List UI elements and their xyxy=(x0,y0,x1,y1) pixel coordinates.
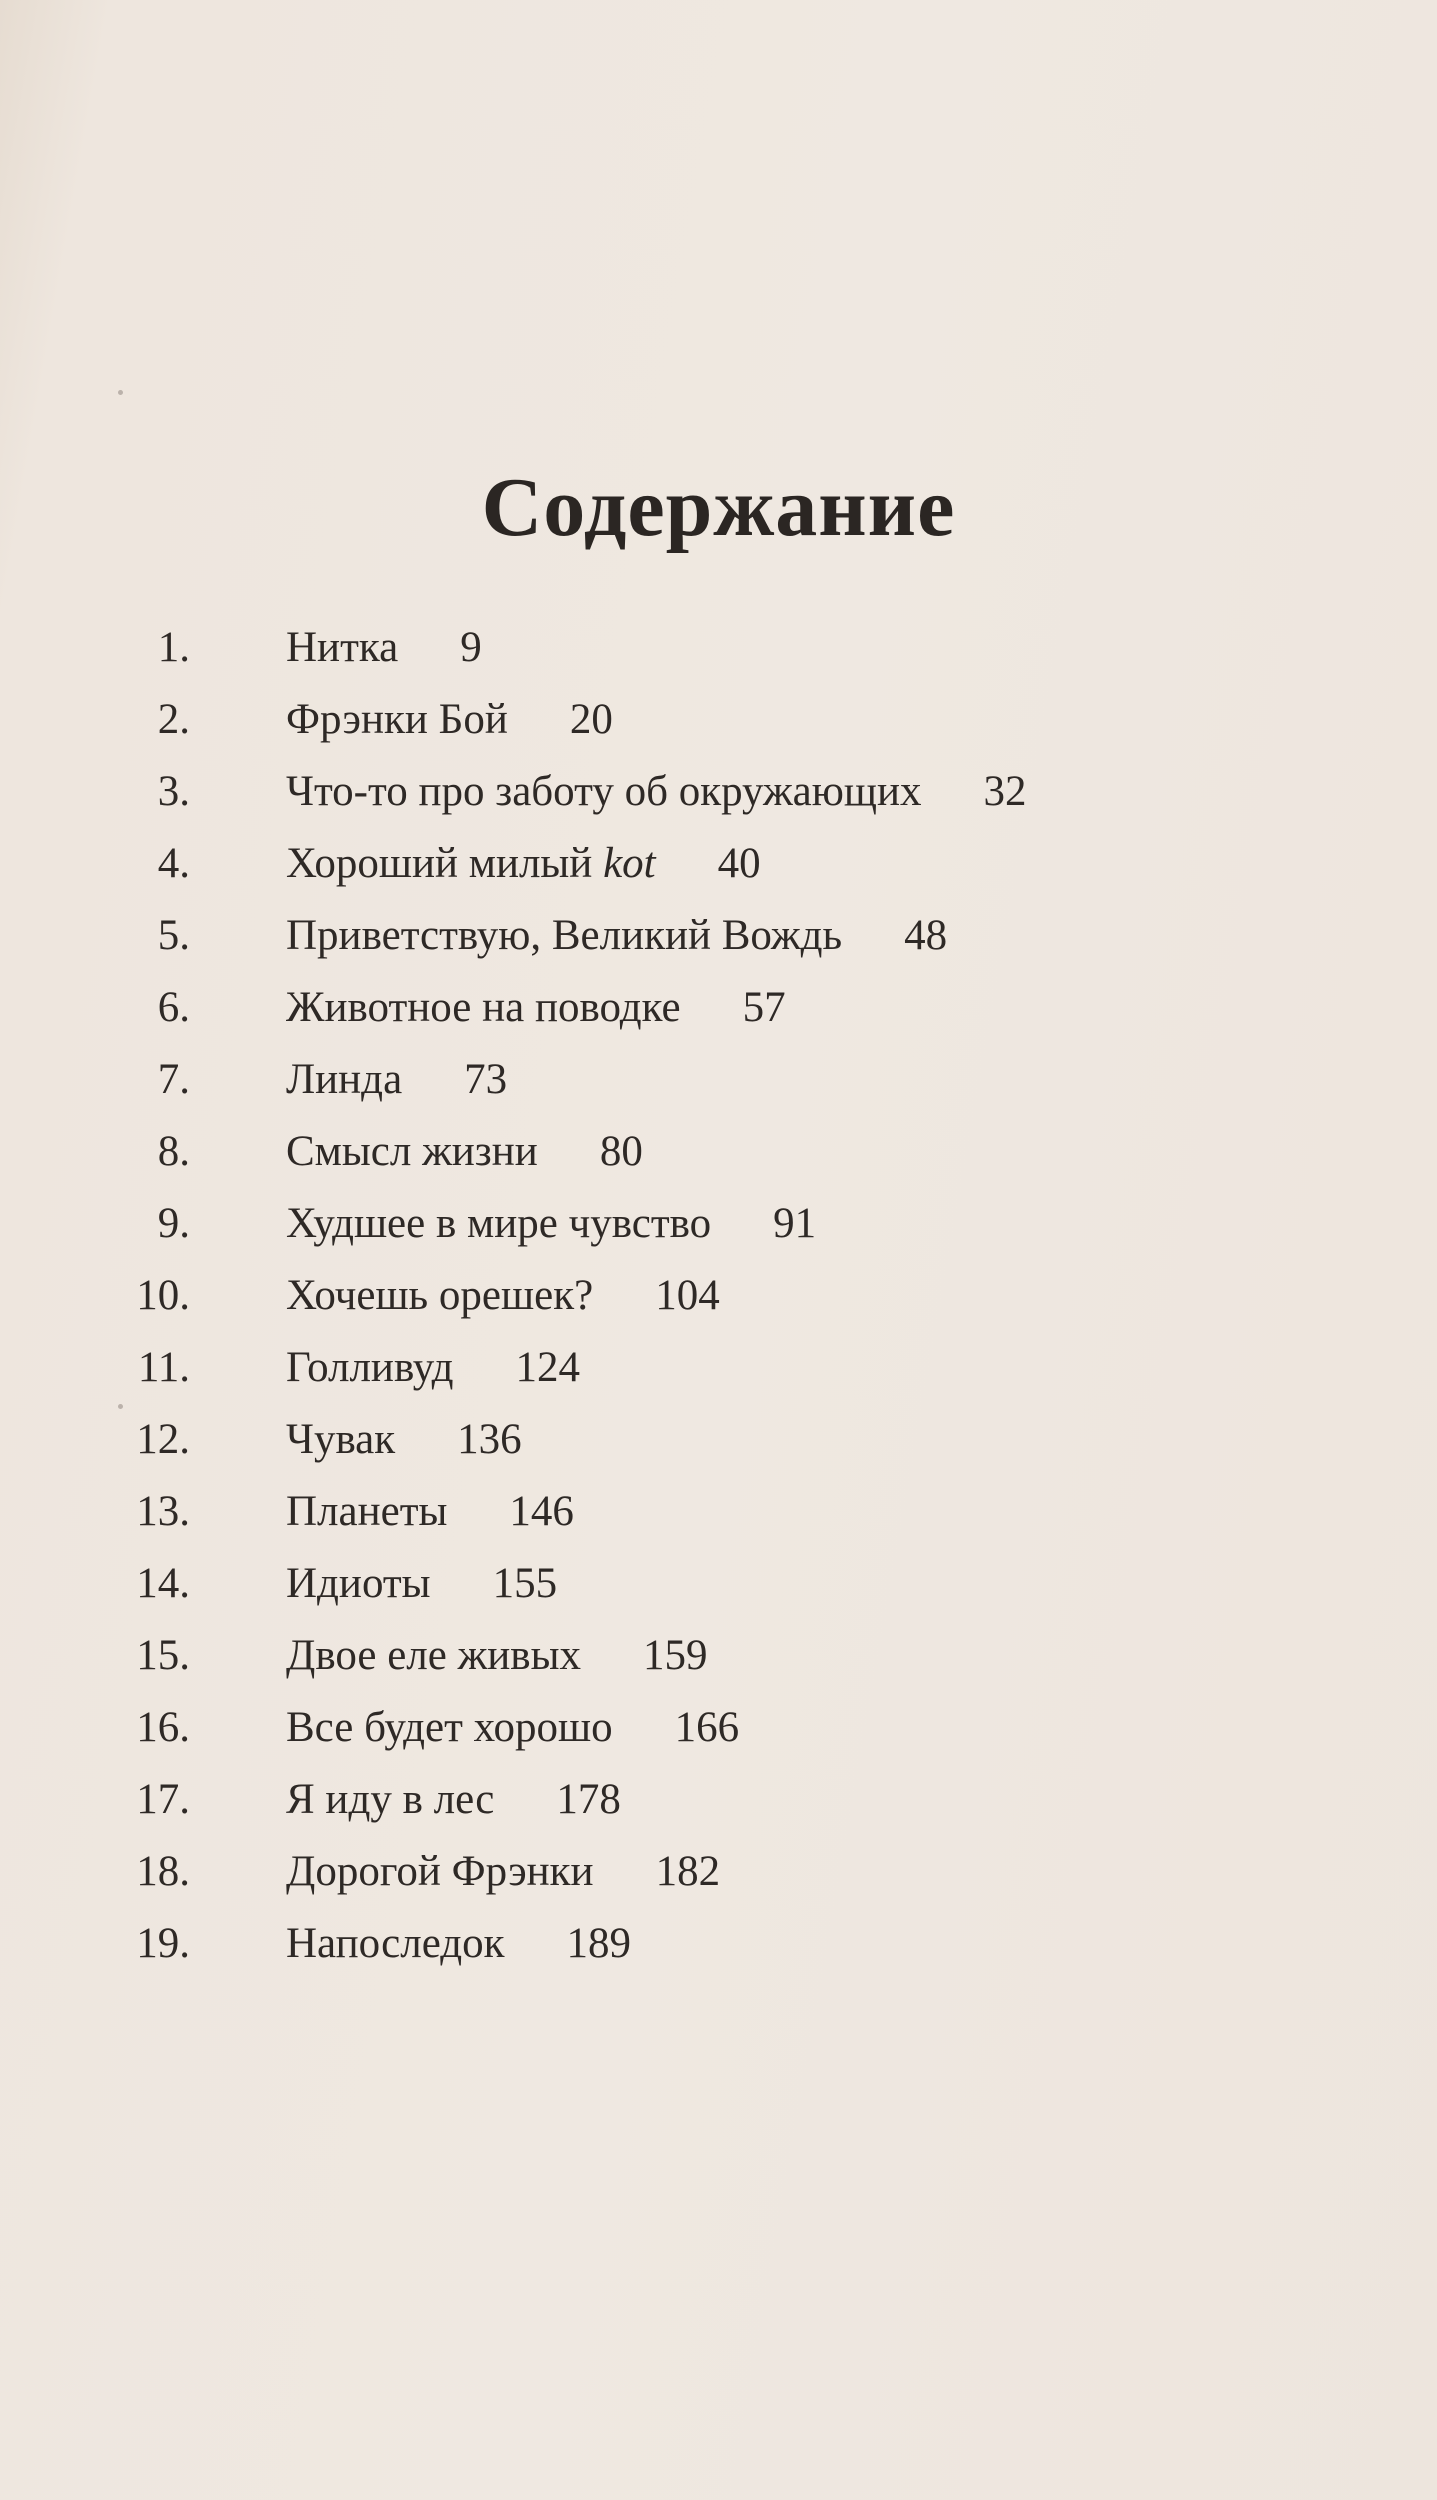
paper-speck xyxy=(118,390,123,395)
toc-entry-12 xyxy=(0,1404,1437,1476)
entry-title: Чувак xyxy=(286,1416,396,1463)
entry-title: Линда xyxy=(286,1056,403,1103)
entry-page: 48 xyxy=(904,912,948,959)
entry-page: 124 xyxy=(515,1344,580,1391)
entry-number: 19. xyxy=(136,1920,190,1967)
toc-entry-6 xyxy=(0,972,1437,1044)
entry-title-italic: kot xyxy=(603,840,656,887)
entry-page: 20 xyxy=(569,696,613,743)
entry-title: Голливуд xyxy=(286,1344,454,1391)
entry-title: Дорогой Фрэнки xyxy=(286,1848,594,1895)
entry-title: Планеты xyxy=(286,1488,448,1535)
entry-number: 8. xyxy=(157,1128,190,1175)
entry-page: 166 xyxy=(674,1704,740,1751)
entry-number: 3. xyxy=(157,768,190,815)
entry-title: Я иду в лес xyxy=(286,1776,495,1823)
entry-page: 32 xyxy=(983,768,1027,815)
entry-page: 57 xyxy=(742,984,786,1031)
toc-entry-14 xyxy=(0,1548,1437,1620)
entry-page: 136 xyxy=(457,1416,522,1463)
entry-number: 17. xyxy=(136,1776,190,1823)
entry-number: 4. xyxy=(157,840,190,887)
entry-number: 2. xyxy=(157,696,190,743)
entry-number: 18. xyxy=(136,1848,190,1895)
entry-number: 5. xyxy=(157,912,190,959)
entry-number: 15. xyxy=(136,1632,190,1679)
toc-entry-5 xyxy=(0,900,1437,972)
entry-title: Приветствую, Великий Вождь xyxy=(286,912,843,959)
entry-number: 14. xyxy=(136,1560,190,1607)
page-title: Содержание xyxy=(481,461,956,555)
entry-title: Что-то про заботу об окружающих xyxy=(286,768,922,815)
table-of-contents xyxy=(0,612,1437,1980)
entry-page: 9 xyxy=(460,624,482,671)
entry-title: Все будет хорошо xyxy=(286,1704,613,1751)
entry-page: 159 xyxy=(643,1632,708,1679)
entry-page: 80 xyxy=(599,1128,643,1175)
toc-entry-13 xyxy=(0,1476,1437,1548)
entry-page: 73 xyxy=(464,1056,508,1103)
toc-entry-11 xyxy=(0,1332,1437,1404)
toc-entry-17 xyxy=(0,1764,1437,1836)
entry-title: Фрэнки Бой xyxy=(286,696,508,743)
entry-number: 11. xyxy=(137,1344,190,1391)
toc-entry-19 xyxy=(0,1908,1437,1980)
entry-title: Животное на поводке xyxy=(286,984,681,1031)
entry-page: 91 xyxy=(773,1200,817,1247)
entry-number: 6. xyxy=(157,984,190,1031)
entry-page: 189 xyxy=(566,1920,631,1967)
entry-number: 13. xyxy=(136,1488,190,1535)
entry-title: Хочешь орешек? xyxy=(286,1272,594,1319)
entry-page: 104 xyxy=(655,1272,720,1319)
entry-title: Нитка xyxy=(286,624,399,671)
entry-page: 182 xyxy=(655,1848,721,1895)
toc-entry-4 xyxy=(0,828,1437,900)
toc-entry-18 xyxy=(0,1836,1437,1908)
entry-number: 1. xyxy=(157,624,190,671)
entry-title-regular: Хороший милый xyxy=(286,840,604,887)
entry-page: 178 xyxy=(556,1776,621,1823)
toc-entry-7 xyxy=(0,1044,1437,1116)
toc-entry-1 xyxy=(0,612,1437,684)
entry-title: Напоследок xyxy=(286,1920,505,1967)
entry-page: 155 xyxy=(492,1560,558,1607)
entry-title: Смысл жизни xyxy=(286,1128,538,1175)
toc-entry-9 xyxy=(0,1188,1437,1260)
toc-entry-15 xyxy=(0,1620,1437,1692)
entry-title: Двое еле живых xyxy=(286,1632,581,1679)
entry-page: 146 xyxy=(509,1488,574,1535)
toc-entry-3 xyxy=(0,756,1437,828)
toc-entry-8 xyxy=(0,1116,1437,1188)
entry-number: 16. xyxy=(136,1704,190,1751)
entry-number: 12. xyxy=(136,1416,190,1463)
entry-number: 7. xyxy=(157,1056,190,1103)
entry-page: 40 xyxy=(717,840,761,887)
entry-number: 9. xyxy=(157,1200,190,1247)
toc-entry-10 xyxy=(0,1260,1437,1332)
toc-entry-16 xyxy=(0,1692,1437,1764)
entry-title xyxy=(286,828,656,900)
entry-title: Худшее в мире чувство xyxy=(286,1200,712,1247)
entry-number: 10. xyxy=(136,1272,190,1319)
toc-entry-2 xyxy=(0,684,1437,756)
entry-title: Идиоты xyxy=(286,1560,431,1607)
